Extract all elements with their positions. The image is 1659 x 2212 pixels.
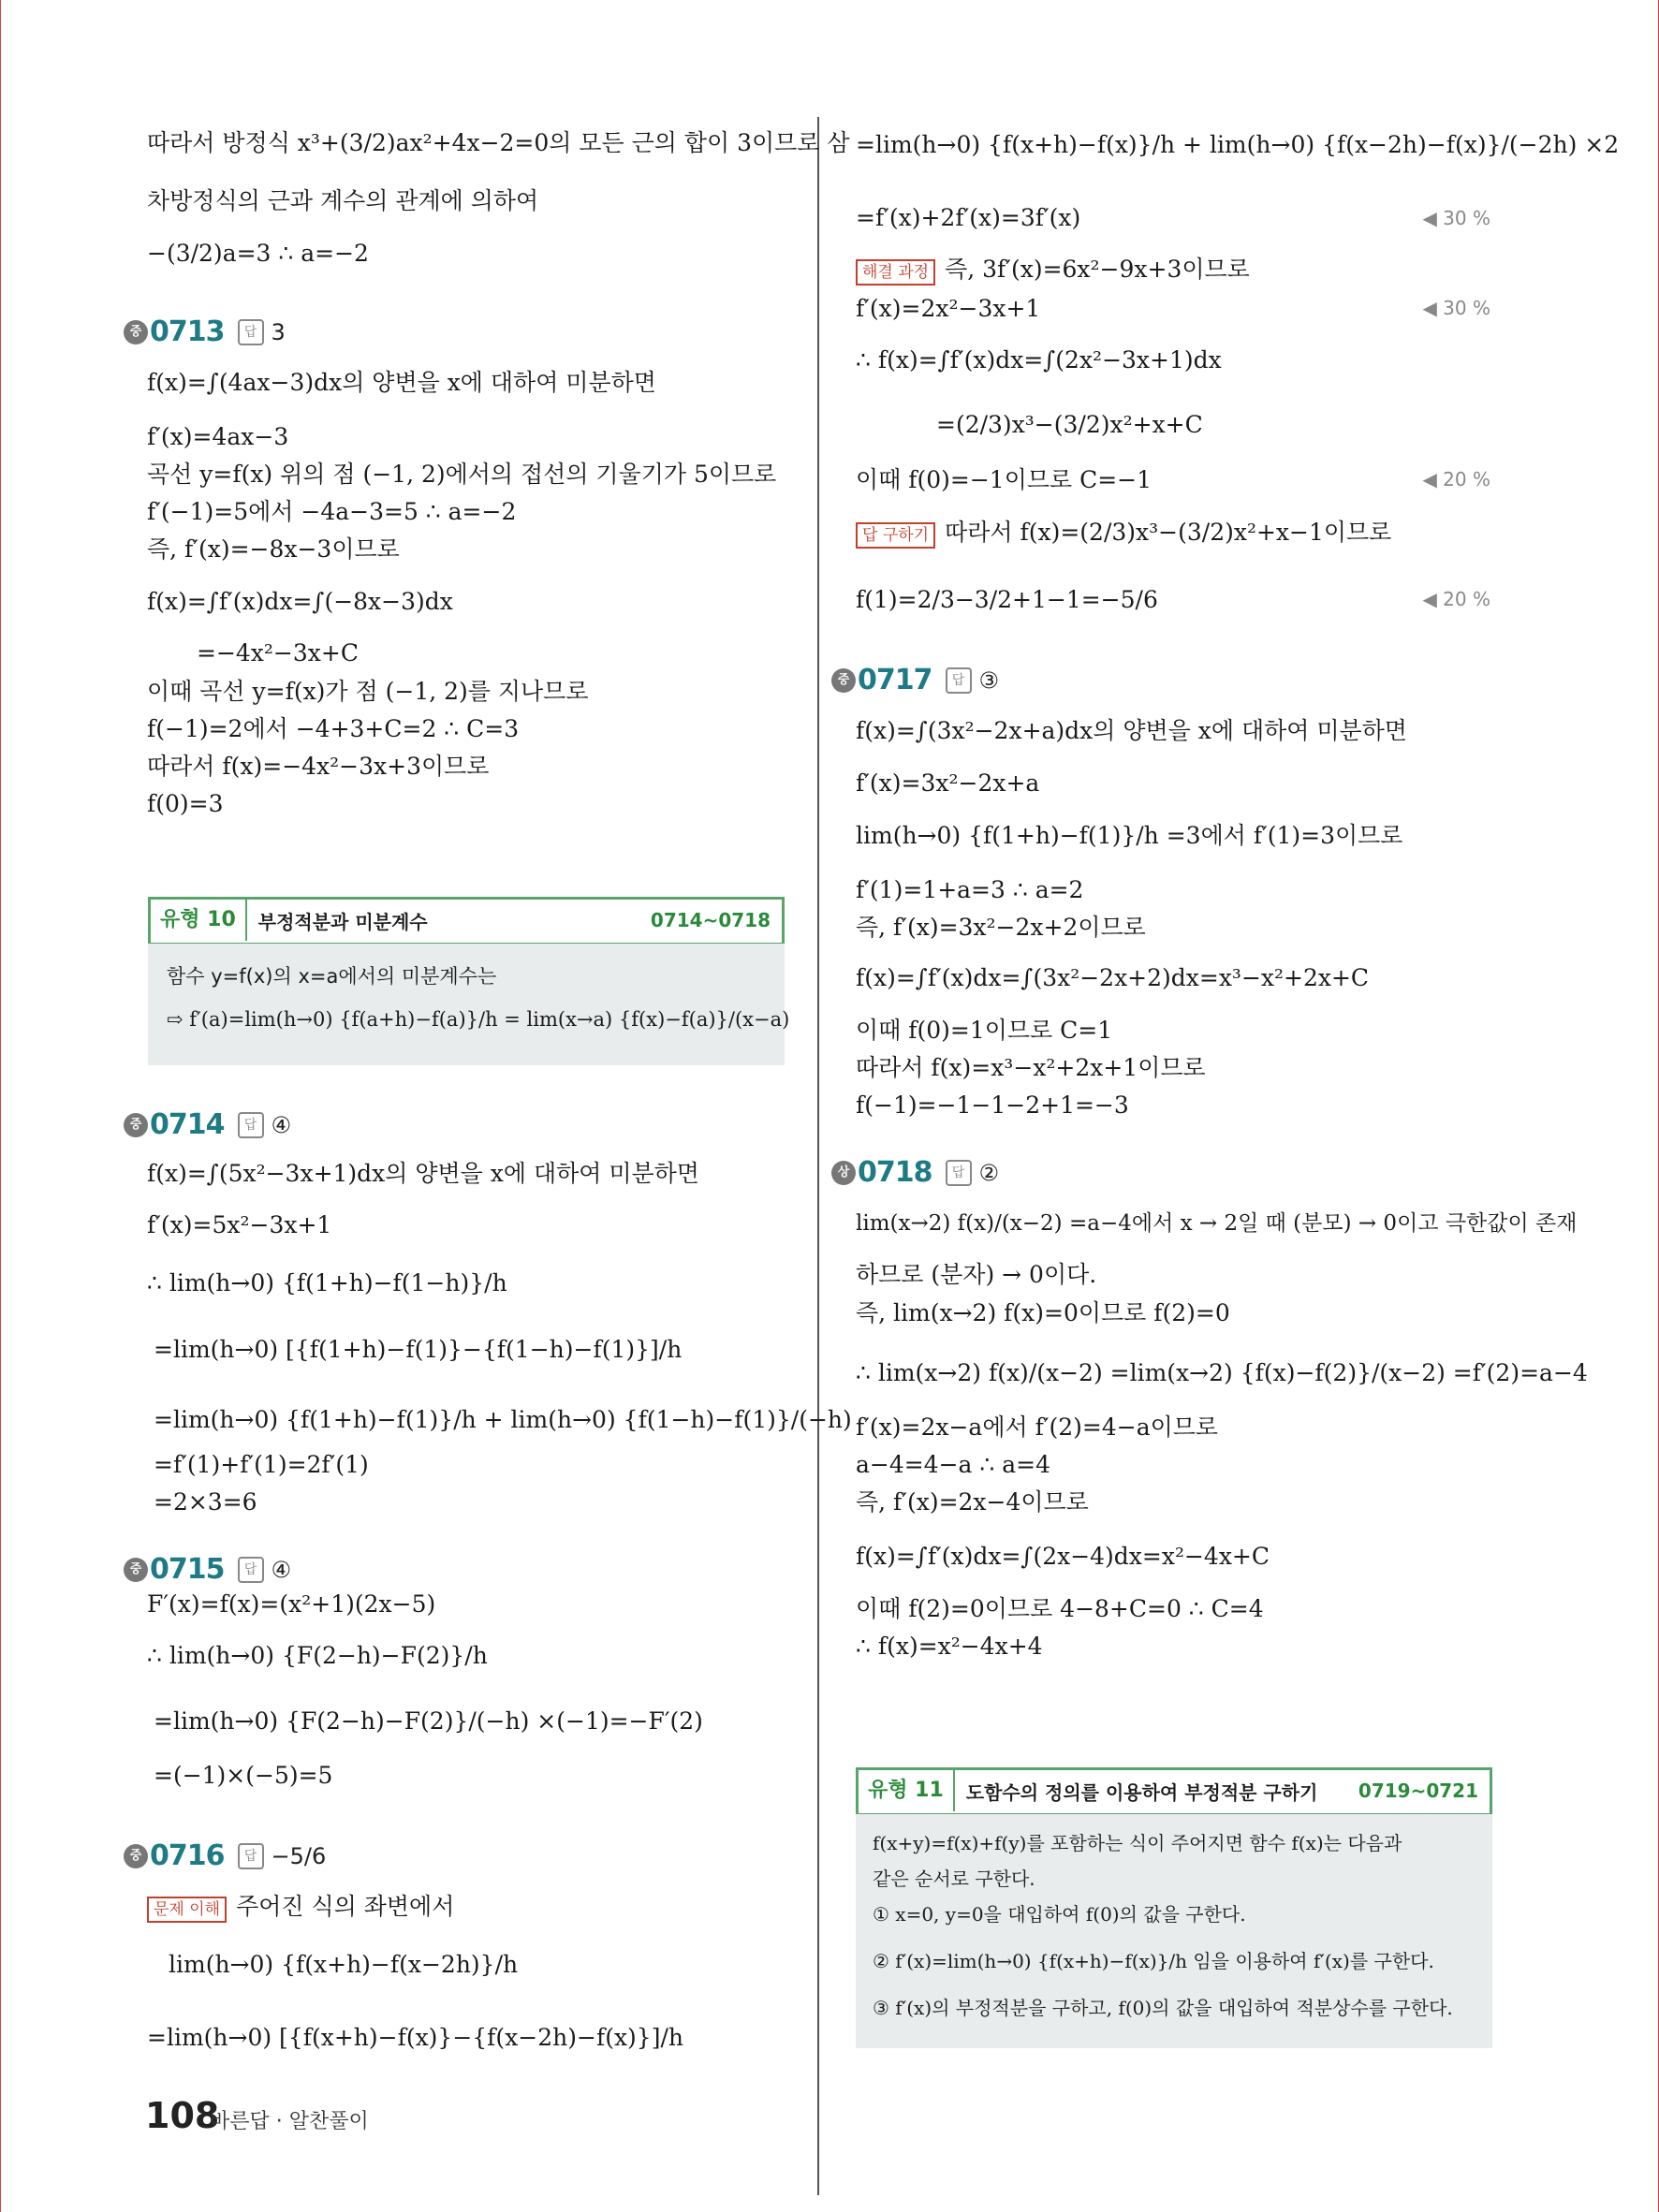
answer-value: 3 [271, 318, 286, 345]
type10-body [148, 944, 790, 1065]
text-line: 따라서 f(x)=−4x²−3x+3이므로 [147, 753, 490, 780]
type11-body [856, 1814, 1492, 2048]
text-line: 하므로 (분자) → 0이다. [856, 1261, 1097, 1288]
question-header-0718 [831, 1156, 999, 1189]
score-percent: ◀ 20 % [1422, 588, 1490, 610]
column-divider [817, 117, 819, 2195]
text-line: f(−1)=−1−1−2+1=−3 [856, 1091, 1129, 1119]
text-line: 이때 f(0)=−1이므로 C=−1 [856, 466, 1152, 493]
answer-value: ② [978, 1159, 1000, 1186]
answer-icon: 답 [946, 667, 972, 694]
level-badge: 중 [124, 1558, 148, 1582]
text-line-content: 즉, 3f′(x)=6x²−9x+3이므로 [945, 256, 1250, 283]
text-line: =lim(h→0) {f(x+h)−f(x)}/h + lim(h→0) {f(x−2h)−f(x)}/(−2h) ×2 [856, 131, 1620, 158]
text-line: 이때 f(2)=0이므로 4−8+C=0 ∴ C=4 [856, 1595, 1264, 1622]
right-column-frame [837, 0, 1620, 2212]
text-line: 즉, f′(x)=−8x−3이므로 [147, 535, 400, 563]
text-line: 곡선 y=f(x) 위의 점 (−1, 2)에서의 접선의 기울기가 5이므로 [147, 461, 777, 488]
text-line: f′(x)=5x²−3x+1 [147, 1211, 332, 1238]
type-range: 0714~0718 [650, 909, 771, 931]
question-header-0716 [124, 1839, 326, 1872]
type11-header-box [856, 1767, 1492, 1816]
text-line: f′(x)=2x²−3x+1 [856, 295, 1041, 322]
text-line: =f′(x)+2f′(x)=3f′(x) [856, 204, 1081, 231]
text-line: f(1)=2/3−3/2+1−1=−5/6 [856, 586, 1158, 613]
score-percent: ◀ 20 % [1422, 468, 1490, 491]
text-line: =lim(h→0) [{f(x+h)−f(x)}−{f(x−2h)−f(x)}]/h [147, 2024, 683, 2051]
text-line: f(x)=∫f′(x)dx=∫(2x−4)dx=x²−4x+C [856, 1543, 1270, 1570]
text-line: ∴ lim(h→0) {f(1+h)−f(1−h)}/h [147, 1269, 507, 1296]
text-line: 즉, lim(x→2) f(x)=0이므로 f(2)=0 [856, 1299, 1230, 1326]
level-badge: 중 [831, 668, 856, 693]
question-header-0717 [831, 664, 999, 696]
text-line: =2×3=6 [154, 1488, 257, 1516]
type-range: 0719~0721 [1358, 1780, 1478, 1802]
text-line: 이때 f(0)=1이므로 C=1 [856, 1017, 1113, 1044]
text-line: f(x)=∫(3x²−2x+a)dx의 양변을 x에 대하여 미분하면 [856, 717, 1407, 744]
text-line: lim(h→0) {f(x+h)−f(x−2h)}/h [169, 1951, 519, 1978]
type-body-line: ② f′(x)=lim(h→0) {f(x+h)−f(x)}/h 임을 이용하여 f′(x)를 구한다. [873, 1950, 1434, 1972]
text-line: −(3/2)a=3 ∴ a=−2 [147, 240, 369, 267]
text-line: 즉, f′(x)=2x−4이므로 [856, 1488, 1089, 1516]
page-number: 108 [145, 2095, 220, 2136]
footer-title: 바른답 · 알찬풀이 [210, 2110, 369, 2133]
level-badge: 중 [124, 1844, 148, 1868]
answer-value: ④ [271, 1556, 292, 1583]
text-line: 따라서 방정식 x³+(3/2)ax²+4x−2=0의 모든 근의 합이 3이므로 삼 [147, 129, 850, 156]
text-line: f(x)=∫(5x²−3x+1)dx의 양변을 x에 대하여 미분하면 [147, 1160, 699, 1187]
question-number: 0713 [150, 315, 225, 348]
text-line [856, 517, 1391, 549]
answer-value: ④ [271, 1111, 292, 1138]
text-line: 이때 곡선 y=f(x)가 점 (−1, 2)를 지나므로 [147, 678, 589, 705]
type-title: 도함수의 정의를 이용하여 부정적분 구하기 [965, 1780, 1318, 1804]
question-header-0714 [124, 1108, 291, 1141]
step-tag: 해결 과정 [856, 259, 935, 286]
type10-header [151, 900, 782, 941]
text-line: =lim(h→0) [{f(1+h)−f(1)}−{f(1−h)−f(1)}]/h [154, 1336, 683, 1363]
type-label: 유형 11 [859, 1770, 955, 1811]
answer-value: ③ [978, 667, 1000, 694]
text-line-content: 따라서 f(x)=(2/3)x³−(3/2)x²+x−1이므로 [945, 519, 1392, 546]
text-line-content: 주어진 식의 좌변에서 [236, 1893, 455, 1920]
text-line: f(x)=∫f′(x)dx=∫(3x²−2x+2)dx=x³−x²+2x+C [856, 964, 1370, 991]
text-line: f(−1)=2에서 −4+3+C=2 ∴ C=3 [147, 715, 520, 742]
text-line: F′(x)=f(x)=(x²+1)(2x−5) [147, 1590, 436, 1618]
answer-icon: 답 [238, 1557, 264, 1583]
text-line: 따라서 f(x)=x³−x²+2x+1이므로 [856, 1054, 1206, 1081]
text-line: f′(1)=1+a=3 ∴ a=2 [856, 876, 1084, 903]
answer-value: −5/6 [271, 1842, 327, 1869]
level-badge: 중 [124, 320, 148, 344]
question-number: 0718 [858, 1156, 932, 1189]
text-line [856, 254, 1250, 286]
text-line: lim(h→0) {f(1+h)−f(1)}/h =3에서 f′(1)=3이므로 [856, 822, 1403, 849]
type-body-line: f(x+y)=f(x)+f(y)를 포함하는 식이 주어지면 함수 f(x)는 다음과 [873, 1832, 1402, 1854]
text-line: f′(x)=2x−a에서 f′(2)=4−a이므로 [856, 1414, 1219, 1441]
text-line: =lim(h→0) {F(2−h)−F(2)}/(−h) ×(−1)=−F′(2) [154, 1707, 703, 1735]
text-line: ∴ lim(x→2) f(x)/(x−2) =lim(x→2) {f(x)−f(2)}/(x−2) =f′(2)=a−4 [856, 1359, 1588, 1386]
text-line: f′(x)=3x²−2x+a [856, 769, 1040, 797]
step-tag: 답 구하기 [856, 522, 935, 549]
type-body-line: 함수 y=f(x)의 x=a에서의 미분계수는 [167, 965, 497, 988]
question-header-0713 [124, 315, 286, 348]
type-body-line: ③ f′(x)의 부정적분을 구하고, f(0)의 값을 대입하여 적분상수를 구한다. [873, 1997, 1453, 2019]
answer-icon: 답 [238, 319, 264, 345]
question-number: 0716 [150, 1839, 225, 1872]
text-line: ∴ f(x)=∫f′(x)dx=∫(2x²−3x+1)dx [856, 346, 1222, 374]
question-number: 0715 [150, 1553, 225, 1586]
answer-icon: 답 [238, 1843, 264, 1869]
text-line [147, 1891, 454, 1923]
type-body-line: ① x=0, y=0을 대입하여 f(0)의 값을 구한다. [873, 1903, 1246, 1926]
text-line: =(−1)×(−5)=5 [154, 1762, 333, 1789]
type10-header-box [148, 897, 785, 945]
type-body-line: ⇨ f′(a)=lim(h→0) {f(a+h)−f(a)}/h = lim(x→a) {f(x)−f(a)}/(x−a) [167, 1008, 790, 1031]
type11-header [859, 1770, 1490, 1811]
step-tag: 문제 이해 [147, 1897, 227, 1923]
score-percent: ◀ 30 % [1422, 207, 1490, 229]
score-percent: ◀ 30 % [1422, 297, 1490, 319]
text-line: f′(−1)=5에서 −4a−3=5 ∴ a=−2 [147, 498, 517, 525]
text-line: f(x)=∫(4ax−3)dx의 양변을 x에 대하여 미분하면 [147, 369, 656, 396]
text-line: 즉, f′(x)=3x²−2x+2이므로 [856, 914, 1146, 941]
text-line: ∴ f(x)=x²−4x+4 [856, 1633, 1043, 1660]
text-line: f′(x)=4ax−3 [147, 423, 289, 450]
question-number: 0714 [150, 1108, 225, 1141]
page-border-left [0, 0, 1, 2212]
text-line: =f′(1)+f′(1)=2f′(1) [154, 1451, 369, 1478]
text-line: =lim(h→0) {f(1+h)−f(1)}/h + lim(h→0) {f(1−h)−f(1)}/(−h) [154, 1406, 852, 1433]
text-line: =−4x²−3x+C [197, 639, 359, 667]
text-line: ∴ lim(h→0) {F(2−h)−F(2)}/h [147, 1642, 488, 1669]
type-body-line: 같은 순서로 구한다. [873, 1868, 1035, 1890]
text-line: lim(x→2) f(x)/(x−2) =a−4에서 x → 2일 때 (분모) → 0이고 극한값이 존재 [856, 1211, 1578, 1236]
type-label: 유형 10 [151, 900, 247, 941]
answer-icon: 답 [946, 1160, 972, 1186]
text-line: =(2/3)x³−(3/2)x²+x+C [936, 411, 1203, 438]
text-line: 차방정식의 근과 계수의 관계에 의하여 [147, 187, 539, 214]
level-badge: 중 [124, 1113, 148, 1137]
text-line: f(x)=∫f′(x)dx=∫(−8x−3)dx [147, 588, 453, 615]
question-header-0715 [124, 1553, 291, 1586]
type-title: 부정적분과 미분계수 [257, 910, 428, 933]
answer-icon: 답 [238, 1112, 264, 1138]
text-line: f(0)=3 [147, 790, 224, 817]
question-number: 0717 [858, 664, 932, 696]
text-line: a−4=4−a ∴ a=4 [856, 1451, 1051, 1478]
level-badge: 상 [831, 1161, 856, 1185]
